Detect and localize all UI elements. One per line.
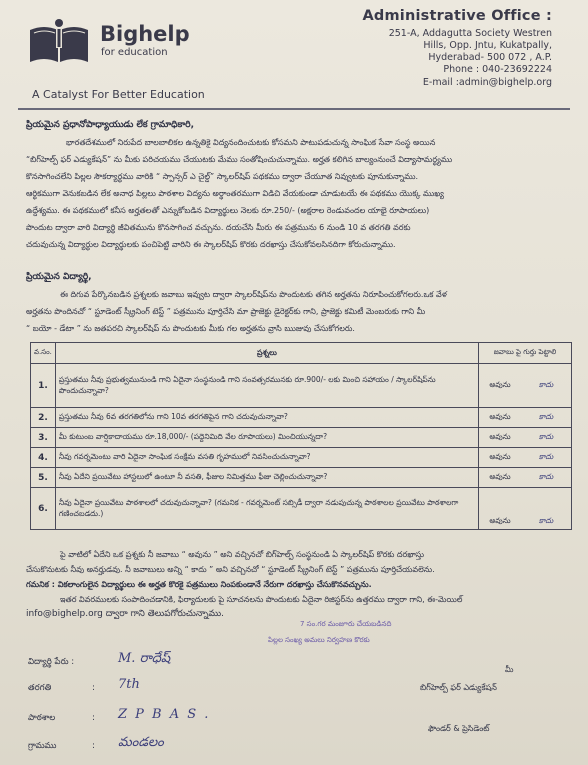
- row-number: 6.: [31, 488, 56, 530]
- col-question-header: ప్రశ్నలు: [55, 343, 478, 364]
- row-number: 2.: [31, 408, 56, 428]
- class-colon: :: [92, 683, 95, 693]
- answer-yes-option[interactable]: అవును: [479, 408, 522, 428]
- paragraph-line: “బిగ్‌హెల్ప్ ఫర్ ఎడ్యుకేషన్” ను మీకు పరిచయము చేయుటకు మేము సంతోషించుచున్నాము. అర్హత కలిగిన బాల్యంనుంచే విద్యాసామర్థ్యము: [26, 155, 453, 164]
- answer-yes-option[interactable]: అవును: [479, 468, 522, 488]
- greeting-student: ప్రియమైన విద్యార్థి,: [26, 272, 92, 282]
- paragraph-line: పొందుట ద్వారా వారి విద్యార్థి జీవితమును కొనసాగించ వచ్చును. దయచేసి మీరు ఈ పత్రమును 6 నుండి 10 వ తరగతి వరకు: [26, 223, 411, 232]
- village-label: గ్రామము: [28, 741, 57, 751]
- paragraph-line: పై వాటిలో ఏదేని ఒక ప్రశ్నకు నీ జవాబు “ అవును ” అని వచ్చినచో బిగ్‌హెల్ప్ సంస్థనుండి ఏ స్కాలర్‌షిప్ కొరకు దరఖాస్తు: [60, 550, 425, 559]
- answer-no-mark[interactable]: కాదు: [521, 488, 572, 530]
- table-row: [31, 428, 572, 448]
- question-text: మీ కుటుంబ వార్షికాదాయము రూ.18,000/- (పద్దెనిమిది వేల రూపాయలు) మించియున్నదా?: [55, 428, 478, 448]
- question-text: నీవు గవర్నమెంటు వారి ఏదైనా సాంఘిక సంక్షేమ వసతి గృహములో నివసించుచున్నావా?: [55, 448, 478, 468]
- address-line: Hyderabad- 500 072 , A.P.: [428, 52, 552, 63]
- student-name-label: విద్యార్థి పేరు :: [28, 657, 75, 667]
- row-number: 5.: [31, 468, 56, 488]
- student-name-value[interactable]: M. రాధేష్: [118, 651, 171, 666]
- tagline: A Catalyst For Better Education: [32, 88, 205, 101]
- intro-paragraph: [26, 134, 566, 253]
- email: E-mail :admin@bighelp.org: [422, 77, 552, 88]
- student-paragraph: [26, 286, 566, 337]
- brand-name: Bighelp: [100, 22, 190, 46]
- signature-org: బిగ్‌హెల్ప్ ఫర్ ఎడ్యుకేషన్: [420, 683, 497, 692]
- contact-email-line: info@bighelp.org ద్వారా గాని తెలుపగోరుచున్నాము.: [26, 609, 224, 619]
- school-value[interactable]: Z P B A S .: [118, 707, 211, 722]
- paragraph-line: ఆర్థికముగా వెనుకబడిన లేక అనాధ పిల్లలు పాఠశాల విద్యను అర్థాంతరముగా విడిచి వేయకుండా చూడుటయే ఈ పథకము యొక్క ముఖ్య: [26, 189, 444, 198]
- answer-no-mark[interactable]: కాదు: [521, 364, 572, 408]
- row-number: 4.: [31, 448, 56, 468]
- address-line: Hills, Opp. Jntu, Kukatpally,: [423, 40, 552, 51]
- answer-yes-option[interactable]: అవును: [479, 364, 522, 408]
- office-title: Administrative Office :: [362, 8, 552, 24]
- answer-no-mark[interactable]: కాదు: [521, 428, 572, 448]
- answer-yes-option[interactable]: అవును: [479, 488, 522, 530]
- answer-no-mark[interactable]: కాదు: [521, 448, 572, 468]
- paragraph-line: అర్హతను పొందినచో “ స్టూడెంట్ స్క్రీనింగ్ టెస్ట్ ” పత్రమును పూర్తిచేసి మా ప్రాజెక్టు డైరెక్టర్‌కు గాని, ప్రాజెక్టు కమిటీ మెంబరుకు గాని మీ: [26, 307, 426, 316]
- col-number-header: వ.సం.: [31, 343, 56, 364]
- note-line: గమనిక : వికలాంగులైన విద్యార్థులు ఈ అర్హత కొరకై పత్రములు నింపకుండానే నేరుగా దరఖాస్తు చేసుకొనవచ్చును.: [26, 580, 372, 589]
- footer-paragraph: [26, 547, 566, 622]
- address-line: 251-A, Addagutta Society Westren: [388, 28, 552, 39]
- school-colon: :: [92, 713, 95, 723]
- answer-no-mark[interactable]: కాదు: [521, 468, 572, 488]
- answer-no-mark[interactable]: కాదు: [521, 408, 572, 428]
- village-colon: :: [92, 741, 95, 751]
- header-divider: [18, 108, 570, 110]
- paragraph-line: భారతదేశములో నిరుపేద బాలబాలికల ఉన్నతికై విద్యనందించుటకు కోసమని పాటుపడుచున్న సాంఘిక సేవా సంస్థ అయిన: [66, 138, 436, 147]
- answer-yes-option[interactable]: అవును: [479, 448, 522, 468]
- phone: Phone : 040-23692224: [443, 64, 552, 75]
- questions-table: [30, 342, 572, 530]
- answer-yes-option[interactable]: అవును: [479, 428, 522, 448]
- paragraph-line: చదువుచున్న విద్యార్థుల విద్యార్థులకు పంచిపెట్టి వారిని ఈ స్కాలర్‌షిప్ కొరకు దరఖాస్తు చేసుకోవలసినదిగా కోరుచున్నాము.: [26, 240, 396, 249]
- greeting-headmaster: ప్రియమైన ప్రధానోపాధ్యాయుడు లేక గ్రామాధికారి,: [26, 120, 195, 130]
- contact-line: ఇతర వివరములకు సంపాదించడానికి, ఫిర్యాదులకు పై సూచనలను పొందుటకు ఏదైనా రిజిస్టర్‌ను ఉత్తరము ద్వారా గాని, ఈ-మెయిల్: [60, 595, 463, 604]
- question-text: నీవు ఏదేని ప్రయివేటు హాస్టలులో ఉంటూ నీ వసతి, ఫీజుల నిమిత్తము ఫీజు చెల్లించుచున్నావా?: [55, 468, 478, 488]
- paragraph-line: ఈ దిగువ పేర్కొనబడిన ప్రశ్నలకు జవాబు ఇవ్వుట ద్వారా స్కాలర్‌షిప్‌ను పొందుటకు తగిన అర్హతను నిరూపించుకోగలరు.ఒక వేళ: [60, 290, 447, 299]
- class-label: తరగతి: [28, 683, 52, 693]
- ink-annotation: 7 సం.గర మంజూరు చేయబడినది: [300, 620, 392, 628]
- question-text: ప్రస్తుతము నీవు ప్రభుత్వమునుండి గాని ఏదైనా సంస్థనుండి గాని సంవత్సరమునకు రూ.900/- లకు మించి సహాయం / స్కాలర్‌షిప్‌ను పొందుచున్నావా?: [55, 364, 478, 408]
- question-text: ప్రస్తుతము నీవు 6వ తరగతిలోను గాని 10వ తరగతిపైన గాని చదువుచున్నావా?: [55, 408, 478, 428]
- class-value[interactable]: 7th: [118, 677, 140, 692]
- table-row: [31, 448, 572, 468]
- book-logo-icon: [28, 18, 90, 64]
- paragraph-line: చేసుకొనుటకు నీవు అనర్హుడవు. నీ జవాబులు అన్ని “ కాదు ” అని వచ్చినచో “ స్టూడెంట్ స్క్రీనింగ్ టెస్ట్ ” పత్రమును పూర్తిచేయవలెను.: [26, 565, 435, 574]
- table-row: [31, 364, 572, 408]
- signature-salutation: మీ: [505, 665, 514, 674]
- village-value[interactable]: మండలం: [118, 735, 164, 750]
- table-row: [31, 488, 572, 530]
- signature-title: ఫౌండర్ & ప్రెసిడెంట్: [428, 724, 490, 733]
- paragraph-line: ఉద్దేశ్యము. ఈ పథకములో కనీస అర్హతలతో ఎన్నుకోబడిన విద్యార్థులు నెలకు రూ.250/- (అక్షరాల రెండువందల యాభై రూపాయలు): [26, 206, 430, 215]
- table-row: [31, 468, 572, 488]
- row-number: 3.: [31, 428, 56, 448]
- school-label: పాఠశాల: [28, 713, 56, 723]
- ink-annotation: పిల్లల సంఖ్య అమలు నిర్వహణ కొరకు: [268, 636, 370, 644]
- row-number: 1.: [31, 364, 56, 408]
- table-row: [31, 408, 572, 428]
- table-header-row: [31, 343, 572, 364]
- paragraph-line: “ బయో - డేటా ” ను జతపరచి స్కాలర్‌షిప్ ను పొందుటకు మీకు గల అర్హతను వ్రాసి ఋజువు చేసుకోగలరు.: [26, 324, 355, 333]
- question-text: నీవు ఏదైనా ప్రయివేటు పాఠశాలలో చదువుచున్నావా? (గమనిక - గవర్నమెంట్ సబ్సిడీ ద్వారా నడుపుచున్న పాఠశాలల ప్రయివేటు పాఠశాలగా గణించబడదు.): [55, 488, 478, 530]
- brand-subtitle: for education: [101, 47, 168, 58]
- col-answer-header: జవాబు పై గుర్తు పెట్టాలి: [479, 343, 572, 364]
- paragraph-line: కొనసాగించలేని పిల్లల సౌకర్యార్థము వారికి “ స్పాన్సర్ ఎ చైల్డ్” స్కాలర్‌షిప్ పథకము ద్వారా చేయూత నివ్వుటకు పూనుకున్నాము.: [26, 172, 419, 181]
